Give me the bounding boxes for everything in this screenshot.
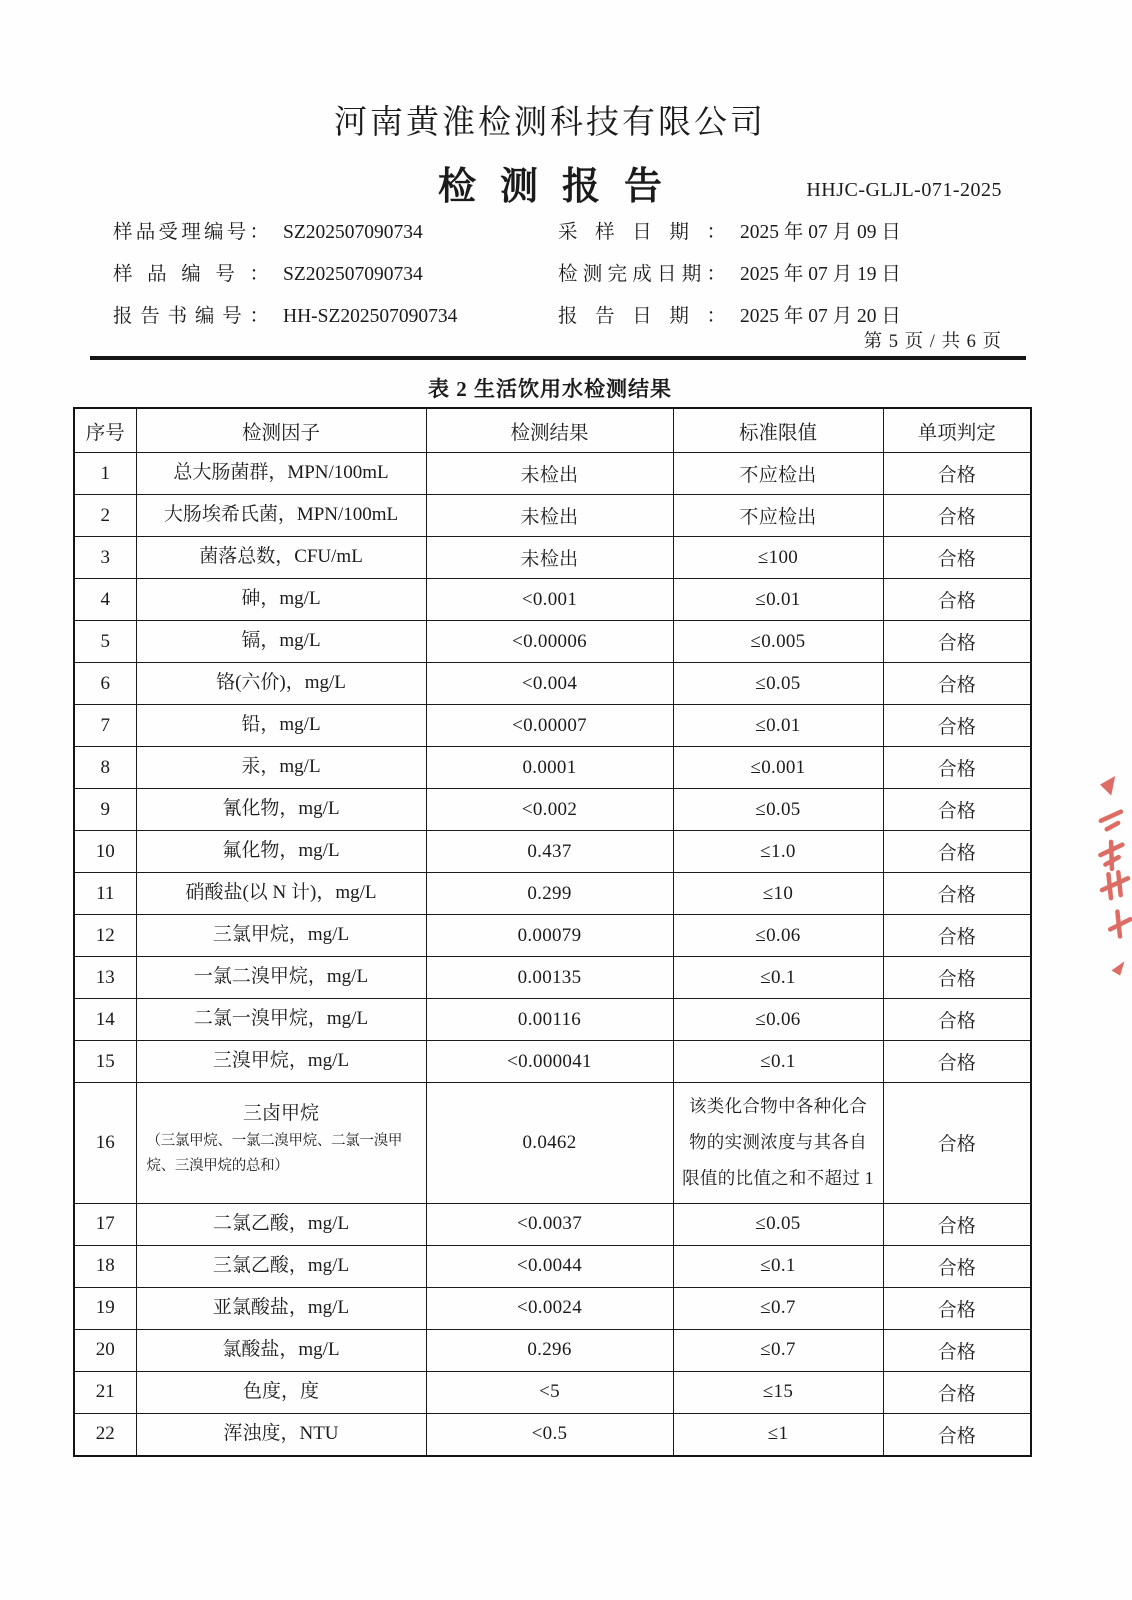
verdict-cell: 合格 — [883, 495, 1031, 537]
limit-cell: ≤0.1 — [673, 1245, 883, 1287]
result-cell: 0.00079 — [426, 915, 673, 957]
table-row — [74, 1083, 1031, 1204]
row-index-cell: 20 — [74, 1329, 136, 1371]
limit-cell: ≤15 — [673, 1371, 883, 1413]
result-cell: <0.0037 — [426, 1203, 673, 1245]
limit-cell: 不应检出 — [673, 453, 883, 495]
result-cell: <0.0044 — [426, 1245, 673, 1287]
row-index-cell: 9 — [74, 789, 136, 831]
row-index-cell: 19 — [74, 1287, 136, 1329]
row-index-cell: 21 — [74, 1371, 136, 1413]
table-row — [74, 999, 1031, 1041]
factor-name: 氰化物，mg/L — [222, 798, 340, 820]
header-verdict: 单项判定 — [883, 408, 1031, 453]
report-date-value: 2025 年 07 月 20 日 — [740, 306, 901, 327]
header-limit: 标准限值 — [673, 408, 883, 453]
table-row — [74, 621, 1031, 663]
report-no-value: HH-SZ202507090734 — [283, 306, 458, 327]
limit-cell: ≤100 — [673, 537, 883, 579]
verdict-cell: 合格 — [883, 747, 1031, 789]
row-index-cell: 5 — [74, 621, 136, 663]
table-row — [74, 1329, 1031, 1371]
limit-cell: ≤1 — [673, 1413, 883, 1456]
table-row — [74, 453, 1031, 495]
header-index: 序号 — [74, 408, 136, 453]
result-cell: 0.00135 — [426, 957, 673, 999]
header-factor: 检测因子 — [136, 408, 426, 453]
factor-cell — [136, 453, 426, 495]
result-cell: 未检出 — [426, 453, 673, 495]
factor-name: 三氯甲烷，mg/L — [212, 924, 350, 946]
verdict-cell: 合格 — [883, 789, 1031, 831]
factor-cell — [136, 495, 426, 537]
factor-name: 一氯二溴甲烷，mg/L — [193, 966, 369, 988]
row-index-cell: 1 — [74, 453, 136, 495]
row-index-cell: 7 — [74, 705, 136, 747]
limit-cell: ≤0.005 — [673, 621, 883, 663]
factor-cell — [136, 1083, 426, 1204]
verdict-cell: 合格 — [883, 999, 1031, 1041]
factor-cell — [136, 663, 426, 705]
verdict-cell: 合格 — [883, 705, 1031, 747]
result-cell: 0.0001 — [426, 747, 673, 789]
table-row — [74, 1287, 1031, 1329]
result-cell: <5 — [426, 1371, 673, 1413]
table-row — [74, 747, 1031, 789]
limit-cell: ≤0.05 — [673, 789, 883, 831]
table-row — [74, 831, 1031, 873]
row-index-cell: 2 — [74, 495, 136, 537]
report-no-label: 报 告 书 编 号 ： — [113, 306, 269, 327]
limit-cell: ≤0.7 — [673, 1287, 883, 1329]
table-row — [74, 1245, 1031, 1287]
factor-cell — [136, 1413, 426, 1456]
factor-name: 氟化物，mg/L — [222, 840, 340, 862]
table-title: 表 2 生活饮用水检测结果 — [428, 377, 672, 401]
row-index-cell: 11 — [74, 873, 136, 915]
row-index-cell: 13 — [74, 957, 136, 999]
sample-accept-no-value: SZ202507090734 — [283, 222, 423, 243]
row-index-cell: 10 — [74, 831, 136, 873]
table-row — [74, 915, 1031, 957]
row-index-cell: 4 — [74, 579, 136, 621]
result-cell: <0.004 — [426, 663, 673, 705]
sampling-date-value: 2025 年 07 月 09 日 — [740, 222, 901, 243]
factor-name: 铬(六价)，mg/L — [216, 672, 346, 694]
limit-cell: ≤0.01 — [673, 579, 883, 621]
table-row — [74, 1041, 1031, 1083]
factor-name: 色度，度 — [242, 1380, 319, 1402]
factor-name: 氯酸盐，mg/L — [222, 1338, 340, 1360]
factor-name: 镉，mg/L — [241, 630, 321, 652]
result-cell: 0.00116 — [426, 999, 673, 1041]
result-cell: 0.0462 — [426, 1083, 673, 1204]
row-index-cell: 16 — [74, 1083, 136, 1204]
row-index-cell: 22 — [74, 1413, 136, 1456]
verdict-cell: 合格 — [883, 957, 1031, 999]
result-cell: 0.299 — [426, 873, 673, 915]
factor-name: 亚氯酸盐，mg/L — [212, 1296, 350, 1318]
sample-no-label: 样 品 编 号 ： — [113, 264, 269, 285]
factor-cell — [136, 873, 426, 915]
row-index-cell: 15 — [74, 1041, 136, 1083]
factor-cell — [136, 789, 426, 831]
sample-info-block — [113, 212, 1033, 338]
limit-cell: ≤10 — [673, 873, 883, 915]
table-header-row — [74, 408, 1031, 453]
factor-cell — [136, 747, 426, 789]
factor-cell — [136, 999, 426, 1041]
table-row — [74, 663, 1031, 705]
table-row — [74, 789, 1031, 831]
table-row — [74, 957, 1031, 999]
row-index-cell: 6 — [74, 663, 136, 705]
factor-name: 二氯一溴甲烷，mg/L — [193, 1008, 369, 1030]
test-complete-date-value: 2025 年 07 月 19 日 — [740, 264, 901, 285]
factor-cell — [136, 1371, 426, 1413]
result-cell: <0.0024 — [426, 1287, 673, 1329]
factor-note: （三氯甲烷、一氯二溴甲烷、二氯一溴甲烷、三溴甲烷的总和） — [146, 1132, 403, 1175]
row-index-cell: 17 — [74, 1203, 136, 1245]
factor-name: 总大肠菌群，MPN/100mL — [173, 462, 389, 484]
verdict-cell: 合格 — [883, 873, 1031, 915]
factor-name: 二氯乙酸，mg/L — [212, 1212, 350, 1234]
row-index-cell: 8 — [74, 747, 136, 789]
result-cell: 0.296 — [426, 1329, 673, 1371]
factor-name: 三卤甲烷 — [242, 1103, 319, 1125]
limit-cell: ≤0.1 — [673, 957, 883, 999]
verdict-cell: 合格 — [883, 453, 1031, 495]
verdict-cell: 合格 — [883, 1041, 1031, 1083]
verdict-cell: 合格 — [883, 1413, 1031, 1456]
document-code: HHJC-GLJL-071-2025 — [806, 179, 1002, 201]
limit-cell: ≤0.06 — [673, 915, 883, 957]
limit-cell: ≤0.1 — [673, 1041, 883, 1083]
factor-cell — [136, 579, 426, 621]
company-name: 河南黄淮检测科技有限公司 — [334, 105, 766, 141]
result-cell: 未检出 — [426, 537, 673, 579]
verdict-cell: 合格 — [883, 663, 1031, 705]
verdict-cell: 合格 — [883, 1329, 1031, 1371]
factor-name: 浑浊度，NTU — [223, 1422, 339, 1444]
factor-cell — [136, 915, 426, 957]
factor-name: 三溴甲烷，mg/L — [212, 1050, 350, 1072]
table-row — [74, 705, 1031, 747]
result-cell: <0.00007 — [426, 705, 673, 747]
factor-cell — [136, 621, 426, 663]
table-row — [74, 537, 1031, 579]
factor-cell — [136, 705, 426, 747]
table-row — [74, 495, 1031, 537]
factor-name: 三氯乙酸，mg/L — [212, 1254, 350, 1276]
factor-cell — [136, 957, 426, 999]
limit-cell: ≤0.06 — [673, 999, 883, 1041]
sample-accept-no-label: 样品受理编号： — [113, 222, 269, 243]
factor-name: 大肠埃希氏菌，MPN/100mL — [163, 504, 399, 526]
result-cell: <0.002 — [426, 789, 673, 831]
limit-cell: 不应检出 — [673, 495, 883, 537]
row-index-cell: 3 — [74, 537, 136, 579]
factor-cell — [136, 1245, 426, 1287]
result-cell: 0.437 — [426, 831, 673, 873]
limit-cell: ≤0.01 — [673, 705, 883, 747]
verdict-cell: 合格 — [883, 1083, 1031, 1204]
verdict-cell: 合格 — [883, 621, 1031, 663]
verdict-cell: 合格 — [883, 831, 1031, 873]
verdict-cell: 合格 — [883, 579, 1031, 621]
result-cell: 未检出 — [426, 495, 673, 537]
result-cell: <0.5 — [426, 1413, 673, 1456]
verdict-cell: 合格 — [883, 915, 1031, 957]
verdict-cell: 合格 — [883, 1245, 1031, 1287]
row-index-cell: 12 — [74, 915, 136, 957]
factor-cell — [136, 1203, 426, 1245]
red-seam-stamp — [1072, 775, 1132, 985]
sample-no-value: SZ202507090734 — [283, 264, 423, 285]
factor-cell — [136, 1041, 426, 1083]
results-table — [73, 407, 1032, 1457]
verdict-cell: 合格 — [883, 1287, 1031, 1329]
factor-name: 菌落总数，CFU/mL — [199, 546, 363, 568]
divider-rule — [90, 356, 1026, 360]
limit-cell: ≤0.7 — [673, 1329, 883, 1371]
table-row — [74, 1203, 1031, 1245]
verdict-cell: 合格 — [883, 1371, 1031, 1413]
limit-cell: ≤1.0 — [673, 831, 883, 873]
limit-cell: ≤0.001 — [673, 747, 883, 789]
limit-cell: ≤0.05 — [673, 663, 883, 705]
sampling-date-label: 采 样 日 期 ： — [558, 222, 726, 243]
result-cell: <0.000041 — [426, 1041, 673, 1083]
verdict-cell: 合格 — [883, 1203, 1031, 1245]
table-row — [74, 873, 1031, 915]
factor-cell — [136, 1287, 426, 1329]
limit-cell: ≤0.05 — [673, 1203, 883, 1245]
result-cell: <0.001 — [426, 579, 673, 621]
test-complete-date-label: 检测完成日期： — [558, 264, 726, 285]
page-number: 第 5 页 / 共 6 页 — [863, 332, 1002, 352]
header-result: 检测结果 — [426, 408, 673, 453]
report-date-label: 报 告 日 期 ： — [558, 306, 726, 327]
factor-cell — [136, 1329, 426, 1371]
factor-name: 铅，mg/L — [241, 714, 321, 736]
verdict-cell: 合格 — [883, 537, 1031, 579]
factor-cell — [136, 831, 426, 873]
table-row — [74, 1413, 1031, 1456]
factor-name: 砷，mg/L — [241, 588, 321, 610]
row-index-cell: 18 — [74, 1245, 136, 1287]
report-title: 检测报告 — [437, 166, 686, 208]
row-index-cell: 14 — [74, 999, 136, 1041]
result-cell: <0.00006 — [426, 621, 673, 663]
table-row — [74, 579, 1031, 621]
table-row — [74, 1371, 1031, 1413]
factor-name: 汞，mg/L — [241, 756, 321, 778]
limit-cell: 该类化合物中各种化合物的实测浓度与其各自限值的比值之和不超过 1 — [673, 1083, 883, 1204]
factor-name: 硝酸盐(以 N 计)，mg/L — [185, 882, 377, 904]
factor-cell — [136, 537, 426, 579]
